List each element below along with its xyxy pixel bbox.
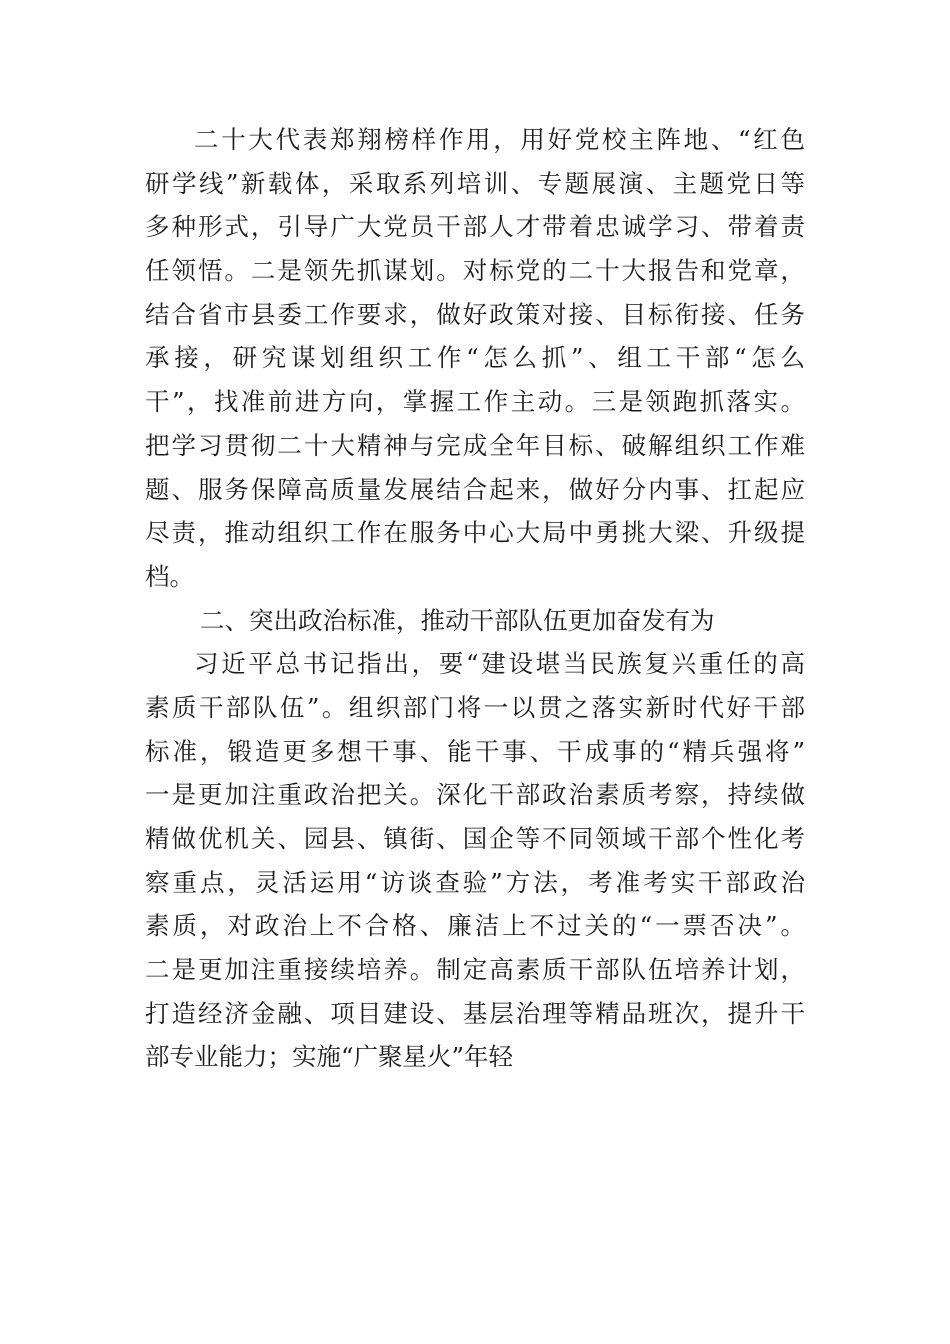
text-line: 打造经济金融、项目建设、基层治理等精品班次，提升干 (145, 998, 805, 1028)
text-line: 题、服务保障高质量发展结合起来，做好分内事、扛起应 (145, 474, 805, 504)
document-body (145, 118, 805, 1079)
text-line: 标准，锻造更多想干事、能干事、干成事的“精兵强将” (145, 736, 805, 766)
text-line: 习近平总书记指出，要“建设堪当民族复兴重任的高 (194, 649, 805, 679)
text-line: 干”，找准前进方向，掌握工作主动。三是领跑抓落实。 (145, 387, 805, 417)
text-line: 二是更加注重接续培养。制定高素质干部队伍培养计划， (145, 955, 805, 985)
section-heading: 二、突出政治标准，推动干部队伍更加奋发有为 (200, 605, 715, 635)
text-line: 精做优机关、园县、镇街、国企等不同领域干部个性化考 (145, 824, 805, 853)
text-line: 素质，对政治上不合格、廉洁上不过关的“一票否决”。 (145, 911, 805, 941)
text-line: 承接，研究谋划组织工作“怎么抓”、组工干部“怎么 (145, 343, 805, 373)
text-line: 把学习贯彻二十大精神与完成全年目标、破解组织工作难 (145, 430, 805, 460)
text-line: 任领悟。二是领先抓谋划。对标党的二十大报告和党章， (145, 256, 805, 286)
text-line: 结合省市县委工作要求，做好政策对接、目标衔接、任务 (145, 299, 805, 329)
text-line: 多种形式，引导广大党员干部人才带着忠诚学习、带着责 (145, 212, 805, 242)
text-line: 察重点，灵活运用“访谈查验”方法，考准考实干部政治 (145, 867, 805, 897)
text-line: 档。 (145, 561, 194, 591)
text-line: 尽责，推动组织工作在服务中心大局中勇挑大梁、升级提 (145, 518, 805, 548)
text-line: 部专业能力；实施“广聚星火”年轻 (145, 1042, 514, 1072)
text-line: 二十大代表郑翔榜样作用，用好党校主阵地、“红色 (194, 125, 805, 154)
text-line: 素质干部队伍”。组织部门将一以贯之落实新时代好干部 (145, 692, 805, 722)
text-line: 一是更加注重政治把关。深化干部政治素质考察，持续做 (145, 780, 805, 810)
text-line: 研学线”新载体，采取系列培训、专题展演、主题党日等 (145, 168, 805, 198)
